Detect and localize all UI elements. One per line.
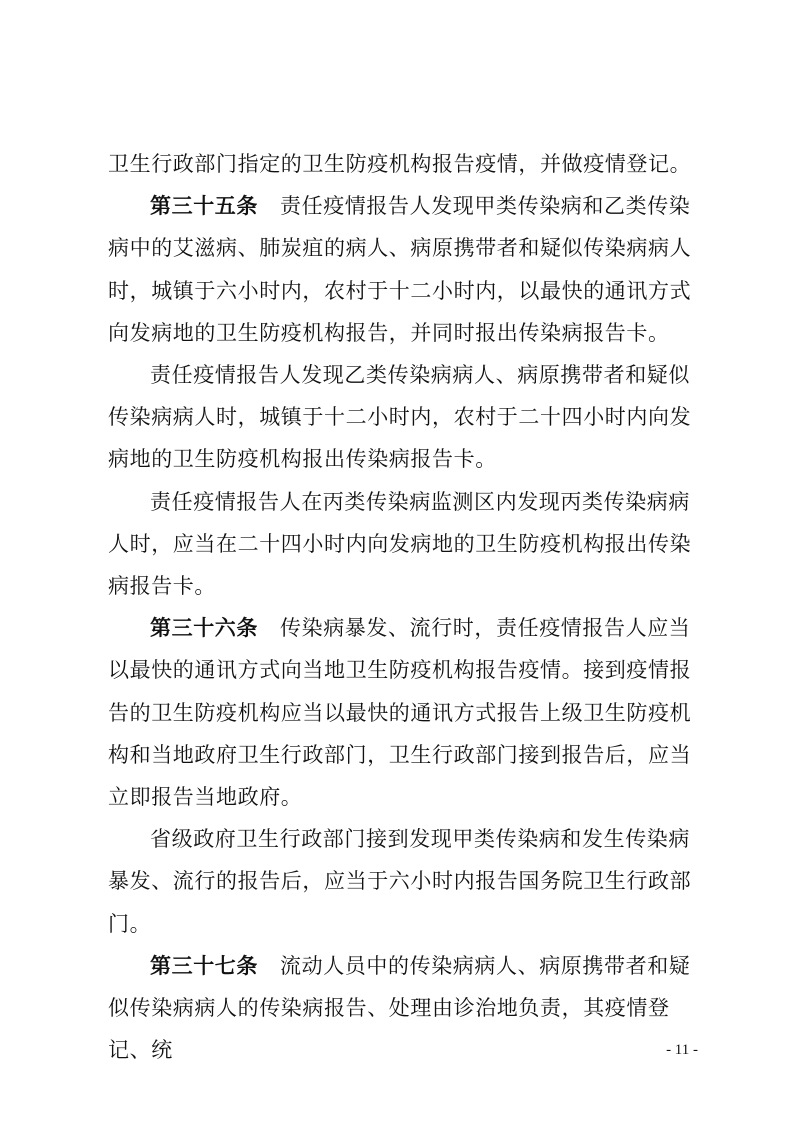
paragraph (108, 481, 698, 608)
page-number: - 11 - (666, 1042, 698, 1058)
paragraph (108, 607, 698, 818)
paragraph-text: 责任疫情报告人发现乙类传染病病人、病原携带者和疑似传染病病人时，城镇于十二小时内，农村于二十四小时内向发病地的卫生防疫机构报出传染病报告卡。 (108, 363, 692, 472)
article-heading: 第三十七条 (150, 953, 258, 978)
paragraph-text: 传染病暴发、流行时，责任疫情报告人应当以最快的通讯方式向当地卫生防疫机构报告疫情。接到疫情报告的卫生防疫机构应当以最快的通讯方式报告上级卫生防疫机构和当地政府卫生行政部门，卫生行政部门接到报告后，应当立即报告当地政府。 (108, 616, 692, 810)
paragraph (108, 945, 698, 1072)
paragraph-text: 流动人员中的传染病病人、病原携带者和疑似传染病病人的传染病报告、处理由诊治地负责，其疫情登记、统 (108, 953, 691, 1063)
body-text (108, 143, 698, 1071)
paragraph (108, 818, 698, 945)
paragraph-text: 责任疫情报告人在丙类传染病监测区内发现丙类传染病病人时，应当在二十四小时内向发病地的卫生防疫机构报出传染病报告卡。 (108, 489, 692, 599)
paragraph-text: 责任疫情报告人发现甲类传染病和乙类传染病中的艾滋病、肺炭疽的病人、病原携带者和疑似传染病病人时，城镇于六小时内，农村于十二小时内，以最快的通讯方式向发病地的卫生防疫机构报告，并同时报出传染病报告卡。 (108, 194, 692, 345)
paragraph (108, 143, 698, 185)
paragraph (108, 354, 698, 481)
article-heading: 第三十六条 (150, 616, 258, 641)
paragraph (108, 185, 698, 354)
paragraph-text: 卫生行政部门指定的卫生防疫机构报告疫情，并做疫情登记。 (108, 152, 692, 176)
article-heading: 第三十五条 (150, 194, 258, 219)
paragraph-text: 省级政府卫生行政部门接到发现甲类传染病和发生传染病暴发、流行的报告后，应当于六小时内报告国务院卫生行政部门。 (108, 827, 692, 936)
